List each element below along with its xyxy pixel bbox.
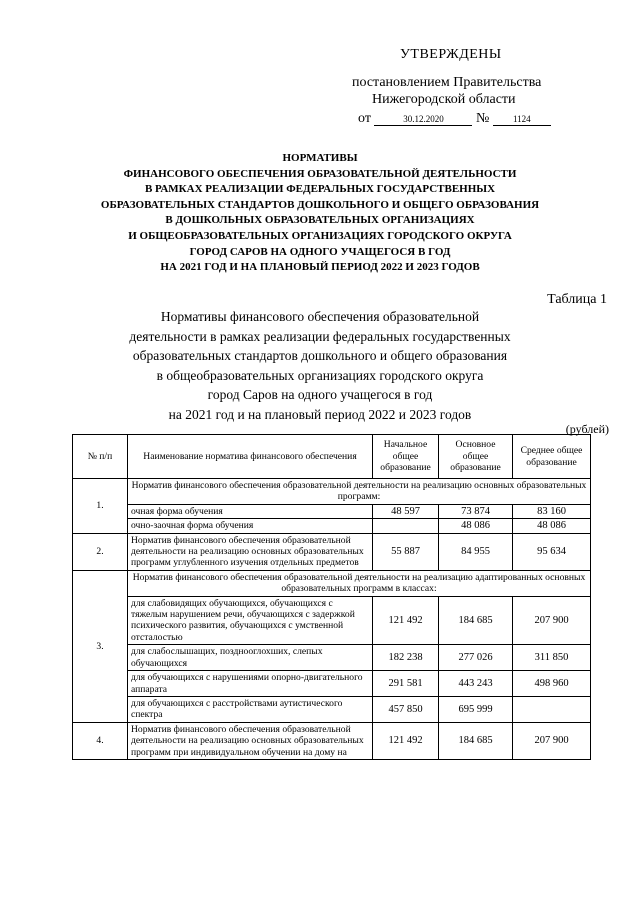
table-header-row: [73, 435, 591, 479]
value-secondary: 207 900: [513, 722, 591, 759]
approval-title: УТВЕРЖДЕНЫ: [400, 47, 502, 62]
group-title: Норматив финансового обеспечения образовательной деятельности на реализацию основных образовательных программ:: [128, 479, 591, 505]
heading-line: НОРМАТИВЫ: [282, 152, 358, 164]
subtitle-line: Нормативы финансового обеспечения образовательной: [160, 309, 480, 324]
row-name: для слабослышащих, позднооглохших, слепых обучающихся: [128, 645, 373, 671]
table-row: [73, 504, 591, 518]
approval-line-1: постановлением Правительства: [352, 75, 542, 90]
value-basic: 443 243: [439, 671, 513, 697]
value-secondary: 498 960: [513, 671, 591, 697]
value-basic: 277 026: [439, 645, 513, 671]
table-row: [73, 596, 591, 645]
document-heading: [20, 151, 620, 276]
row-name: очно-заочная форма обучения: [128, 519, 373, 533]
header-secondary: Среднее общее образование: [513, 435, 591, 479]
value-secondary: 83 160: [513, 504, 591, 518]
row-name: Норматив финансового обеспечения образовательной деятельности на реализацию основных образовательных программ при индивидуальном обучении на дому на: [128, 722, 373, 759]
value-basic: 48 086: [439, 519, 513, 533]
value-primary: 182 238: [373, 645, 439, 671]
table-row: [73, 671, 591, 697]
row-number: 1.: [73, 479, 128, 534]
value-primary: 121 492: [373, 722, 439, 759]
subtitle-line: деятельности в рамках реализации федеральных государственных: [129, 328, 511, 344]
header-name: Наименование норматива финансового обеспечения: [128, 435, 373, 479]
value-basic: 184 685: [439, 596, 513, 645]
row-number: 2.: [73, 533, 128, 570]
row-number: 3.: [73, 570, 128, 722]
header-num: № п/п: [73, 435, 128, 479]
value-basic: 184 685: [439, 722, 513, 759]
heading-line: В ДОШКОЛЬНЫХ ОБРАЗОВАТЕЛЬНЫХ ОРГАНИЗАЦИЯХ: [165, 214, 475, 227]
value-secondary: 95 634: [513, 533, 591, 570]
value-basic: 695 999: [439, 696, 513, 722]
units-label: (рублей): [565, 422, 609, 436]
value-primary: 48 597: [373, 504, 439, 518]
group-title: Норматив финансового обеспечения образовательной деятельности на реализацию адаптированных основных образовательных программ в классах:: [128, 570, 591, 596]
table-row: [73, 696, 591, 722]
row-name: для слабовидящих обучающихся, обучающихся с тяжелым нарушением речи, обучающихся с задержкой психического развития, обучающихся с умственной отсталостью: [128, 596, 373, 645]
header-basic: Основное общее образование: [439, 435, 513, 479]
row-name: Норматив финансового обеспечения образовательной деятельности на реализацию основных образовательных программ углубленного изучения отдельных предметов: [128, 533, 373, 570]
value-primary: [373, 519, 439, 533]
table-number: Таблица 1: [547, 292, 607, 307]
row-number: 4.: [73, 722, 128, 759]
heading-line: ГОРОД САРОВ НА ОДНОГО УЧАЩЕГОСЯ В ГОД: [189, 245, 451, 258]
value-basic: 73 874: [439, 504, 513, 518]
value-primary: 457 850: [373, 696, 439, 722]
from-label: от: [358, 111, 371, 126]
row-name: очная форма обучения: [128, 504, 373, 518]
value-primary: 55 887: [373, 533, 439, 570]
table-row: [73, 570, 591, 596]
approval-date-line: [358, 110, 551, 127]
subtitle-line: в общеобразовательных организациях городского округа: [156, 367, 484, 383]
table-row: [73, 645, 591, 671]
table-subtitle: [20, 307, 620, 424]
row-name: для обучающихся с расстройствами аутистического спектра: [128, 696, 373, 722]
header-primary: Начальное общее образование: [373, 435, 439, 479]
heading-line: ОБРАЗОВАТЕЛЬНЫХ СТАНДАРТОВ ДОШКОЛЬНОГО И ОБЩЕГО ОБРАЗОВАНИЯ: [100, 198, 540, 211]
value-secondary: 207 900: [513, 596, 591, 645]
number-label: №: [475, 111, 490, 126]
heading-line: В РАМКАХ РЕАЛИЗАЦИИ ФЕДЕРАЛЬНЫХ ГОСУДАРСТВЕННЫХ: [144, 183, 496, 196]
subtitle-line: образовательных стандартов дошкольного и общего образования: [132, 348, 508, 363]
subtitle-line: на 2021 год и на плановый период 2022 и 2023 годов: [168, 406, 472, 422]
heading-line: И ОБЩЕОБРАЗОВАТЕЛЬНЫХ ОРГАНИЗАЦИЯХ ГОРОДСКОГО ОКРУГА: [128, 229, 512, 242]
approval-line-2: Нижегородской области: [372, 92, 516, 107]
value-primary: 291 581: [373, 671, 439, 697]
row-name: для обучающихся с нарушениями опорно-двигательного аппарата: [128, 671, 373, 697]
norms-table: [72, 434, 591, 760]
value-secondary: 311 850: [513, 645, 591, 671]
heading-line: НА 2021 ГОД И НА ПЛАНОВЫЙ ПЕРИОД 2022 И 2023 ГОДОВ: [160, 261, 480, 274]
approval-date: 30.12.2020: [374, 114, 472, 126]
subtitle-line: город Саров на одного учащегося в год: [207, 387, 433, 402]
table-row: [73, 479, 591, 505]
value-basic: 84 955: [439, 533, 513, 570]
table-row: [73, 519, 591, 533]
value-secondary: 48 086: [513, 519, 591, 533]
value-primary: 121 492: [373, 596, 439, 645]
value-secondary: [513, 696, 591, 722]
approval-number: 1124: [493, 114, 551, 126]
table-row: [73, 722, 591, 759]
table-row: [73, 533, 591, 570]
heading-line: ФИНАНСОВОГО ОБЕСПЕЧЕНИЯ ОБРАЗОВАТЕЛЬНОЙ ДЕЯТЕЛЬНОСТИ: [123, 167, 517, 180]
